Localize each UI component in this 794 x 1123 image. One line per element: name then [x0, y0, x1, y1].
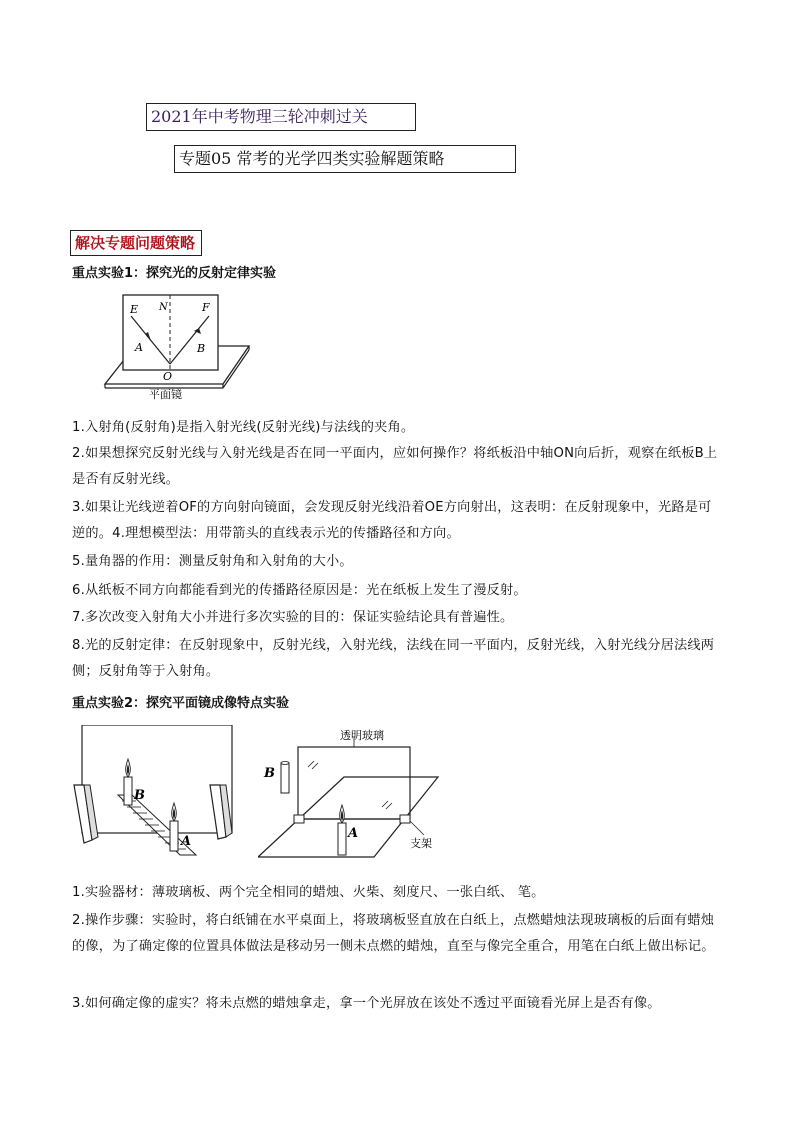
label-n: N	[159, 302, 168, 313]
document-title: 2021年中考物理三轮冲刺过关	[146, 103, 416, 131]
exp2-item-1: 1.实验器材：薄玻璃板、两个完全相同的蜡烛、火柴、刻度尺、一张白纸、 笔。	[72, 885, 545, 900]
exp1-item-8: 8.光的反射定律：在反射现象中，反射光线，入射光线，法线在同一平面内，反射光线，入射光线分居法线两侧；反射角等于入射角。	[72, 638, 715, 679]
label-e: E	[130, 303, 139, 316]
exp2-item-3: 3.如何确定像的虚实？将未点燃的蜡烛拿走，拿一个光屏放在该处不透过平面镜看光屏上是否有像。	[72, 996, 661, 1011]
exp2-item-2: 2.操作步骤：实验时，将白纸铺在水平桌面上，将玻璃板竖直放在白纸上，点燃蜡烛法现玻璃板的后面有蜡烛的像，为了确定像的位置具体做法是移动另一侧未点燃的蜡烛，直至与像完全重合，用笔在白纸上做出标记。	[72, 913, 715, 954]
section-header: 解决专题问题策略	[70, 230, 202, 256]
label-stand: 支架	[410, 837, 432, 850]
exp1-item-3: 3.如果让光线逆着OF的方向射向镜面，会发现反射光线沿着OE方向射出，这表明：在反射现象中，光路是可逆的。4.理想模型法：用带箭头的直线表示光的传播路径和方向。	[72, 500, 712, 541]
label-o: O	[163, 370, 173, 383]
plane-mirror-figure-right	[258, 725, 458, 875]
label-a: A	[135, 341, 143, 354]
right-label-b: B	[264, 766, 275, 781]
exp1-item-2: 2.如果想探究反射光线与入射光线是否在同一平面内，应如何操作？将纸板沿中轴ON向后折，观察在纸板B上是否有反射光线。	[72, 446, 718, 487]
left-label-a: A	[181, 834, 192, 849]
exp1-item-6: 6.从纸板不同方向都能看到光的传播路径原因是：光在纸板上发生了漫反射。	[72, 583, 527, 598]
label-b: B	[197, 342, 206, 355]
experiment-2-title: 重点实验2：探究平面镜成像特点实验	[72, 696, 290, 711]
right-label-a: A	[348, 826, 359, 841]
label-transparent-glass: 透明玻璃	[340, 729, 384, 742]
exp1-item-1: 1.入射角(反射角)是指入射光线(反射光线)与法线的夹角。	[72, 420, 415, 435]
label-f: F	[202, 301, 210, 314]
exp1-item-7: 7.多次改变入射角大小并进行多次实验的目的：保证实验结论具有普遍性。	[72, 610, 514, 625]
reflection-law-figure	[85, 288, 255, 403]
document-subtitle: 专题05 常考的光学四类实验解题策略	[174, 145, 516, 173]
plane-mirror-figure-left	[70, 725, 245, 875]
label-plane-mirror: 平面镜	[149, 388, 182, 401]
left-label-b: B	[134, 788, 145, 803]
experiment-1-title: 重点实验1：探究光的反射定律实验	[72, 266, 277, 281]
exp1-item-5: 5.量角器的作用：测量反射角和入射角的大小。	[72, 554, 353, 569]
